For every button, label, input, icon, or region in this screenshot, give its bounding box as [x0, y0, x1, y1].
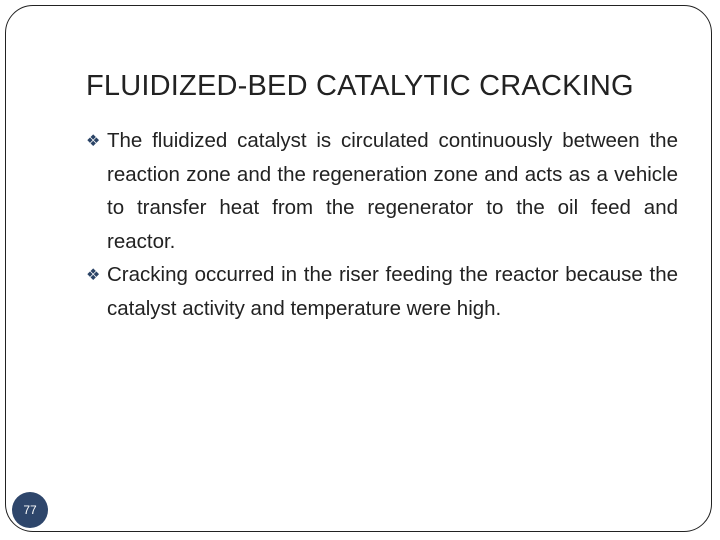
bullet-text: Cracking occurred in the riser feeding the reactor because the catalyst activity and temperature were high. — [107, 263, 678, 320]
bullet-text: The fluidized catalyst is circulated continuously between the reaction zone and the regeneration zone and acts as a vehicle to transfer heat from the regenerator to the oil feed and reactor. — [107, 129, 678, 253]
slide-title: FLUIDIZED-BED CATALYTIC CRACKING — [86, 70, 634, 102]
page-number: 77 — [23, 503, 37, 517]
bullet-item — [86, 124, 678, 258]
diamond-bullet-icon: ❖ — [86, 131, 101, 150]
bullet-list — [86, 124, 678, 325]
page-number-badge — [12, 492, 48, 528]
diamond-bullet-icon: ❖ — [86, 265, 101, 284]
slide-frame — [5, 5, 712, 532]
bullet-item — [86, 258, 678, 325]
